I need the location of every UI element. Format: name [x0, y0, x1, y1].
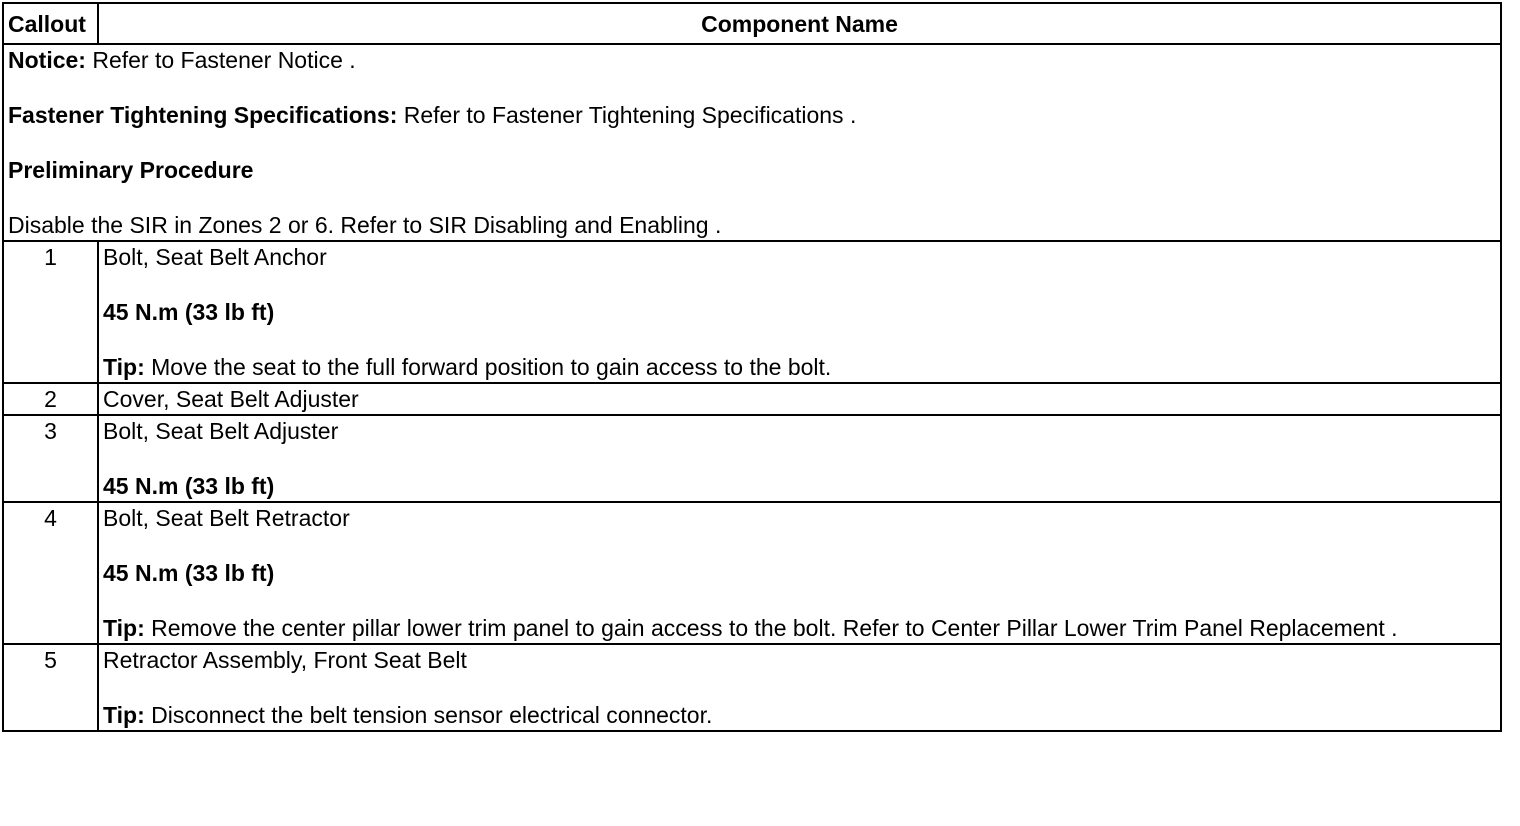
tip-label: Tip: [103, 615, 145, 641]
table-row [3, 502, 1501, 644]
fastener-spec-label: Fastener Tightening Specifications: [8, 102, 398, 128]
table-row [3, 415, 1501, 502]
tip-paragraph [103, 352, 1496, 382]
component-name: Cover, Seat Belt Adjuster [103, 386, 359, 412]
torque-spec: 45 N.m (33 lb ft) [103, 560, 275, 586]
tip-text: Disconnect the belt tension sensor electrical connector. [144, 702, 713, 728]
fastener-spec-paragraph [8, 100, 1496, 130]
fastener-spec-text: Refer to Fastener Tightening Specifications . [397, 102, 857, 128]
callout-number: 5 [3, 644, 98, 731]
component-name: Retractor Assembly, Front Seat Belt [103, 647, 467, 673]
table-header-row [3, 3, 1501, 44]
tip-text: Remove the center pillar lower trim panel to gain access to the bolt. Refer to Center Pillar Lower Trim Panel Replacement . [144, 615, 1398, 641]
component-cell [98, 415, 1501, 502]
intro-row [3, 44, 1501, 241]
component-cell [98, 644, 1501, 731]
torque-spec: 45 N.m (33 lb ft) [103, 299, 275, 325]
tip-paragraph [103, 700, 1496, 730]
intro-cell [3, 44, 1501, 241]
notice-label: Notice: [8, 47, 86, 73]
component-table [2, 2, 1502, 732]
callout-number: 1 [3, 241, 98, 383]
torque-spec: 45 N.m (33 lb ft) [103, 473, 275, 499]
component-name-column-header: Component Name [98, 3, 1501, 44]
component-cell [98, 241, 1501, 383]
table-row [3, 241, 1501, 383]
component-name: Bolt, Seat Belt Anchor [103, 244, 327, 270]
preliminary-procedure-heading: Preliminary Procedure [8, 157, 254, 183]
tip-label: Tip: [103, 702, 145, 728]
component-name: Bolt, Seat Belt Retractor [103, 505, 350, 531]
component-name: Bolt, Seat Belt Adjuster [103, 418, 339, 444]
callout-number: 3 [3, 415, 98, 502]
component-cell [98, 383, 1501, 415]
callout-number: 2 [3, 383, 98, 415]
tip-label: Tip: [103, 354, 145, 380]
preliminary-procedure-text: Disable the SIR in Zones 2 or 6. Refer to SIR Disabling and Enabling . [8, 212, 722, 238]
table-row [3, 383, 1501, 415]
callout-column-header: Callout [3, 3, 98, 44]
component-cell [98, 502, 1501, 644]
tip-text: Move the seat to the full forward position to gain access to the bolt. [144, 354, 832, 380]
notice-paragraph [8, 45, 1496, 75]
table-row [3, 644, 1501, 731]
tip-paragraph [103, 613, 1496, 643]
notice-text: Refer to Fastener Notice . [85, 47, 356, 73]
callout-number: 4 [3, 502, 98, 644]
